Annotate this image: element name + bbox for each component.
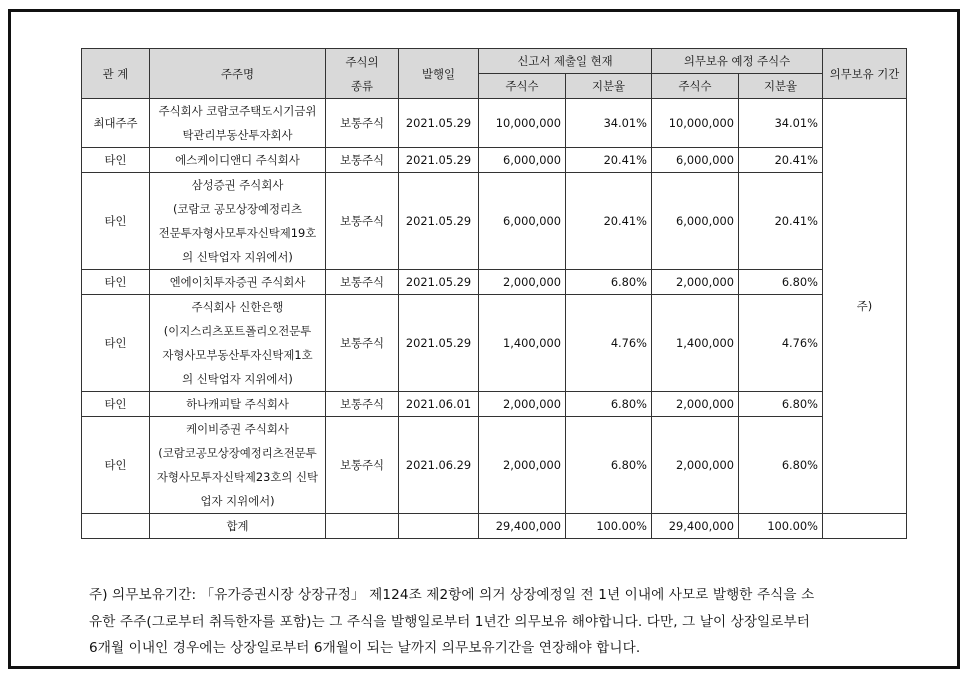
total-ratio-cell: 100.00% <box>566 514 652 539</box>
table-row <box>82 148 907 173</box>
holder-line: (이지스리츠포트폴리오전문투 <box>163 324 312 338</box>
header-stock-type: 주식의 종류 <box>326 49 399 99</box>
holder-line: 케이비증권 주식회사 <box>186 422 289 436</box>
relation-cell: 타인 <box>82 295 150 392</box>
document-frame <box>8 9 960 669</box>
total-empty-cell <box>399 514 479 539</box>
ratio-cell: 6.80% <box>566 270 652 295</box>
lock-ratio-cell: 6.80% <box>739 392 823 417</box>
lock-shares-cell: 2,000,000 <box>652 270 739 295</box>
holder-line: 자형사모부동산투자신탁제1호 <box>162 348 313 362</box>
stock-type-cell: 보통주식 <box>326 392 399 417</box>
lock-ratio-cell: 6.80% <box>739 270 823 295</box>
stock-type-cell: 보통주식 <box>326 173 399 270</box>
holder-line: 삼성증권 주식회사 <box>191 178 284 192</box>
table-row <box>82 270 907 295</box>
lock-ratio-cell: 20.41% <box>739 173 823 270</box>
shares-cell: 1,400,000 <box>479 295 566 392</box>
issue-date-cell: 2021.06.29 <box>399 417 479 514</box>
stock-type-cell: 보통주식 <box>326 148 399 173</box>
holder-line: 전문투자형사모투자신탁제19호 <box>158 226 317 240</box>
lock-shares-cell: 1,400,000 <box>652 295 739 392</box>
holder-cell <box>150 392 326 417</box>
ratio-cell: 4.76% <box>566 295 652 392</box>
holder-cell <box>150 99 326 148</box>
lock-shares-cell: 2,000,000 <box>652 392 739 417</box>
stock-type-cell: 보통주식 <box>326 417 399 514</box>
holder-cell <box>150 148 326 173</box>
holder-cell <box>150 173 326 270</box>
holder-line: 의 신탁업자 지위에서) <box>182 372 293 386</box>
total-lock-ratio-cell: 100.00% <box>739 514 823 539</box>
total-shares-cell: 29,400,000 <box>479 514 566 539</box>
relation-cell: 타인 <box>82 173 150 270</box>
header-filing-group: 신고서 제출일 현재 <box>479 49 652 74</box>
lock-shares-cell: 2,000,000 <box>652 417 739 514</box>
holder-line: (코람코공모상장예정리츠전문투 <box>158 446 317 460</box>
relation-cell: 타인 <box>82 270 150 295</box>
ratio-cell: 20.41% <box>566 148 652 173</box>
holder-cell <box>150 417 326 514</box>
relation-cell: 타인 <box>82 392 150 417</box>
header-shares: 주식수 <box>479 74 566 99</box>
period-note-cell: 주) <box>823 99 907 514</box>
header-lock-ratio: 지분율 <box>739 74 823 99</box>
lock-shares-cell: 10,000,000 <box>652 99 739 148</box>
holder-line: 에스케이디앤디 주식회사 <box>175 153 300 167</box>
issue-date-cell: 2021.05.29 <box>399 270 479 295</box>
ratio-cell: 34.01% <box>566 99 652 148</box>
ratio-cell: 20.41% <box>566 173 652 270</box>
header-lockup-group: 의무보유 예정 주식수 <box>652 49 823 74</box>
holder-line: (코람코 공모상장예정리츠 <box>172 202 303 216</box>
total-empty-cell <box>82 514 150 539</box>
header-holder: 주주명 <box>150 49 326 99</box>
footnote-line: 6개월 이내인 경우에는 상장일로부터 6개월이 되는 날까지 의무보유기간을 연장해야 합니다. <box>89 640 641 656</box>
holder-line: 탁관리부동산투자회사 <box>182 128 293 142</box>
header-issue-date: 발행일 <box>399 49 479 99</box>
shares-cell: 6,000,000 <box>479 173 566 270</box>
table-row <box>82 173 907 270</box>
total-lock-shares-cell: 29,400,000 <box>652 514 739 539</box>
holder-cell <box>150 295 326 392</box>
issue-date-cell: 2021.05.29 <box>399 99 479 148</box>
lock-ratio-cell: 6.80% <box>739 417 823 514</box>
holder-line: 하나캐피탈 주식회사 <box>186 397 289 411</box>
table-row <box>82 295 907 392</box>
total-empty-cell <box>823 514 907 539</box>
header-ratio: 지분율 <box>566 74 652 99</box>
lockup-table <box>81 48 907 539</box>
table-row <box>82 417 907 514</box>
ratio-cell: 6.80% <box>566 392 652 417</box>
header-lock-shares: 주식수 <box>652 74 739 99</box>
holder-line: 주식회사 신한은행 <box>191 300 284 314</box>
relation-cell: 타인 <box>82 148 150 173</box>
shares-cell: 10,000,000 <box>479 99 566 148</box>
holder-line: 주식회사 코람코주택도시기금위 <box>158 104 317 118</box>
stock-type-cell: 보통주식 <box>326 99 399 148</box>
total-row <box>82 514 907 539</box>
table-row <box>82 99 907 148</box>
total-label-cell: 합계 <box>150 514 326 539</box>
holder-cell <box>150 270 326 295</box>
stock-type-cell: 보통주식 <box>326 295 399 392</box>
holder-line: 업자 지위에서) <box>200 494 275 508</box>
issue-date-cell: 2021.05.29 <box>399 295 479 392</box>
shares-cell: 2,000,000 <box>479 417 566 514</box>
footnote-line: 주) 의무보유기간: 「유가증권시장 상장규정」 제124조 제2항에 의거 상장예정일 전 1년 이내에 사모로 발행한 주식을 소 <box>89 587 815 603</box>
lock-ratio-cell: 4.76% <box>739 295 823 392</box>
issue-date-cell: 2021.05.29 <box>399 173 479 270</box>
issue-date-cell: 2021.05.29 <box>399 148 479 173</box>
total-empty-cell <box>326 514 399 539</box>
lock-ratio-cell: 20.41% <box>739 148 823 173</box>
stock-type-cell: 보통주식 <box>326 270 399 295</box>
lock-shares-cell: 6,000,000 <box>652 173 739 270</box>
issue-date-cell: 2021.06.01 <box>399 392 479 417</box>
shares-cell: 2,000,000 <box>479 392 566 417</box>
ratio-cell: 6.80% <box>566 417 652 514</box>
holder-line: 자형사모투자신탁제23호의 신탁 <box>156 470 319 484</box>
shares-cell: 6,000,000 <box>479 148 566 173</box>
shares-cell: 2,000,000 <box>479 270 566 295</box>
holder-line: 의 신탁업자 지위에서) <box>182 250 293 264</box>
relation-cell: 최대주주 <box>82 99 150 148</box>
holder-line: 엔에이치투자증권 주식회사 <box>169 275 306 289</box>
footnote-line: 유한 주주(그로부터 취득한자를 포함)는 그 주식을 발행일로부터 1년간 의무보유 해야합니다. 다만, 그 날이 상장일로부터 <box>89 613 810 630</box>
table-row <box>82 392 907 417</box>
relation-cell: 타인 <box>82 417 150 514</box>
lock-shares-cell: 6,000,000 <box>652 148 739 173</box>
footnote <box>89 582 919 662</box>
lock-ratio-cell: 34.01% <box>739 99 823 148</box>
header-period: 의무보유 기간 <box>823 49 907 99</box>
header-relation: 관 계 <box>82 49 150 99</box>
